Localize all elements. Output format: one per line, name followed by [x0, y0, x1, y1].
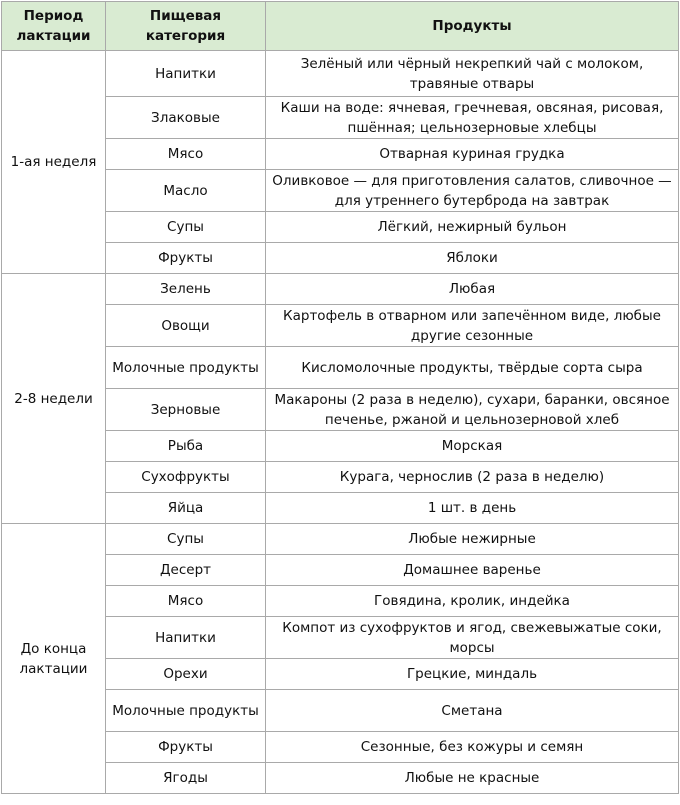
table-row	[2, 524, 679, 555]
products-cell: Сезонные, без кожуры и семян	[266, 732, 679, 763]
category-cell: Злаковые	[106, 97, 266, 139]
products-cell: Курага, чернослив (2 раза в неделю)	[266, 462, 679, 493]
table-row	[2, 274, 679, 305]
period-cell: 1-ая неделя	[2, 51, 106, 274]
products-cell: Говядина, кролик, индейка	[266, 586, 679, 617]
products-cell: Любые нежирные	[266, 524, 679, 555]
category-cell: Сухофрукты	[106, 462, 266, 493]
table-header-row	[2, 2, 679, 51]
products-cell: Яблоки	[266, 243, 679, 274]
lactation-diet-table	[1, 1, 679, 794]
category-cell: Молочные продукты	[106, 347, 266, 389]
products-cell: Лёгкий, нежирный бульон	[266, 212, 679, 243]
category-cell: Зелень	[106, 274, 266, 305]
category-cell: Напитки	[106, 617, 266, 659]
products-cell: Компот из сухофруктов и ягод, свежевыжатые соки, морсы	[266, 617, 679, 659]
products-cell: Каши на воде: ячневая, гречневая, овсяная, рисовая, пшённая; цельнозерновые хлебцы	[266, 97, 679, 139]
header-products: Продукты	[266, 2, 679, 51]
category-cell: Мясо	[106, 139, 266, 170]
products-cell: Кисломолочные продукты, твёрдые сорта сыра	[266, 347, 679, 389]
category-cell: Яйца	[106, 493, 266, 524]
category-cell: Молочные продукты	[106, 690, 266, 732]
category-cell: Рыба	[106, 431, 266, 462]
period-cell: До конца лактации	[2, 524, 106, 794]
products-cell: Картофель в отварном или запечённом виде, любые другие сезонные	[266, 305, 679, 347]
products-cell: Любые не красные	[266, 763, 679, 794]
products-cell: Сметана	[266, 690, 679, 732]
category-cell: Напитки	[106, 51, 266, 97]
table-body	[2, 51, 679, 794]
table-row	[2, 51, 679, 97]
products-cell: Домашнее варенье	[266, 555, 679, 586]
category-cell: Фрукты	[106, 243, 266, 274]
category-cell: Овощи	[106, 305, 266, 347]
products-cell: Морская	[266, 431, 679, 462]
products-cell: Макароны (2 раза в неделю), сухари, баранки, овсяное печенье, ржаной и цельнозерновой хлеб	[266, 389, 679, 431]
products-cell: Грецкие, миндаль	[266, 659, 679, 690]
products-cell: Любая	[266, 274, 679, 305]
category-cell: Мясо	[106, 586, 266, 617]
category-cell: Супы	[106, 524, 266, 555]
category-cell: Масло	[106, 170, 266, 212]
category-cell: Орехи	[106, 659, 266, 690]
products-cell: 1 шт. в день	[266, 493, 679, 524]
category-cell: Десерт	[106, 555, 266, 586]
header-period: Период лактации	[2, 2, 106, 51]
products-cell: Отварная куриная грудка	[266, 139, 679, 170]
period-cell: 2-8 недели	[2, 274, 106, 524]
products-cell: Зелёный или чёрный некрепкий чай с молоком, травяные отвары	[266, 51, 679, 97]
category-cell: Фрукты	[106, 732, 266, 763]
header-category: Пищевая категория	[106, 2, 266, 51]
category-cell: Зерновые	[106, 389, 266, 431]
products-cell: Оливковое — для приготовления салатов, сливочное — для утреннего бутерброда на завтрак	[266, 170, 679, 212]
category-cell: Супы	[106, 212, 266, 243]
category-cell: Ягоды	[106, 763, 266, 794]
